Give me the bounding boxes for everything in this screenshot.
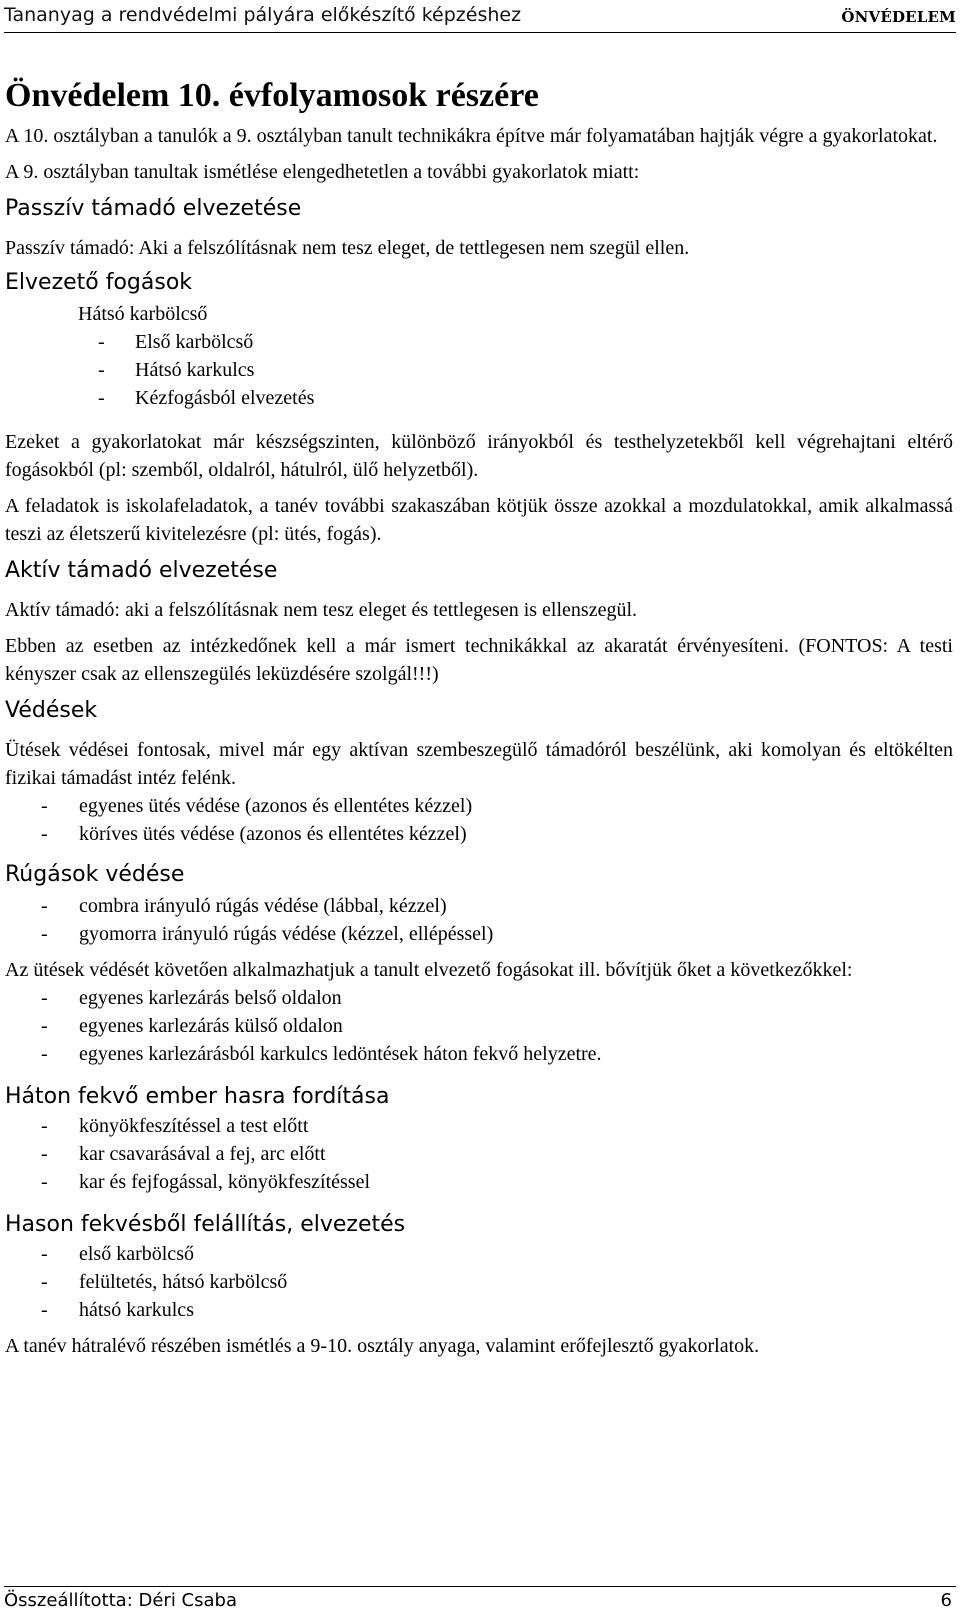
defense-items-list xyxy=(5,792,953,848)
page-footer xyxy=(4,1586,956,1611)
defense-paragraph: Ütések védései fontosak, mivel már egy aktívan szembeszegülő támadóról beszélünk, aki komolyan és eltökélten fizikai támadást intéz felénk. xyxy=(5,739,953,789)
passive-first-item: Hátsó karbölcső xyxy=(78,303,208,325)
kicks-items-list xyxy=(5,892,953,948)
passive-paragraph-2: A feladatok is iskolafeladatok, a tanév további szakaszában kötjük össze azokkal a mozdulatokkal, amik alkalmassá teszi az életszerű kivitelezésre (pl: ütés, fogás). xyxy=(5,495,953,545)
list-item: - felültetés, hátsó karbölcső xyxy=(41,1271,288,1293)
list-item: - kar csavarásával a fej, arc előtt xyxy=(41,1143,326,1165)
kicks-items2-list xyxy=(5,984,953,1068)
list-item: - könyökfeszítéssel a test előtt xyxy=(41,1115,309,1137)
header-right-text: ÖNVÉDELEM xyxy=(841,8,956,26)
list-item: - köríves ütés védése (azonos és ellentétes kézzel) xyxy=(41,823,467,845)
list-item: - kar és fejfogással, könyökfeszítéssel xyxy=(41,1171,371,1193)
intro-paragraph-1: A 10. osztályban a tanulók a 9. osztályban tanult technikákra építve már folyamatában hajtják végre a gyakorlatokat. xyxy=(5,125,938,147)
page-content xyxy=(5,76,953,1360)
kicks-paragraph: Az ütések védését követően alkalmazhatjuk a tanult elvezető fogásokat ill. bővítjük őket a következőkkel: xyxy=(5,959,853,981)
list-item: - egyenes karlezárás külső oldalon xyxy=(41,1015,343,1037)
page-title: Önvédelem 10. évfolyamosok részére xyxy=(5,77,539,114)
section-heading-defense: Védések xyxy=(5,698,98,723)
list-item: - első karbölcső xyxy=(41,1243,194,1265)
list-item: - egyenes karlezárásból karkulcs ledöntések háton fekvő helyzetre. xyxy=(41,1043,602,1065)
section-heading-turn: Háton fekvő ember hasra fordítása xyxy=(5,1084,390,1109)
list-item: - egyenes karlezárás belső oldalon xyxy=(41,987,342,1009)
list-item: - hátsó karkulcs xyxy=(41,1299,194,1321)
list-item: - combra irányuló rúgás védése (lábbal, kézzel) xyxy=(41,895,447,917)
passive-items-list xyxy=(5,328,953,412)
passive-paragraph-1: Ezeket a gyakorlatokat már készségszinten, különböző irányokból és testhelyzetekből kell végrehajtani eltérő fogásokból (pl: szemből, oldalról, hátulról, ülő helyzetből). xyxy=(5,431,953,481)
header-rule xyxy=(4,32,956,33)
section-heading-kicks: Rúgások védése xyxy=(5,862,185,887)
page-header xyxy=(4,4,956,30)
subheading-elvezeto: Elvezető fogások xyxy=(5,270,193,295)
active-definition: Aktív támadó: aki a felszólításnak nem tesz eleget és tettlegesen is ellenszegül. xyxy=(5,599,638,621)
intro-paragraph-2: A 9. osztályban tanultak ismétlése elengedhetetlen a további gyakorlatok miatt: xyxy=(5,161,640,183)
active-paragraph: Ebben az esetben az intézkedőnek kell a már ismert technikákkal az akaratát érvényesíteni. (FONTOS: A testi kényszer csak az ellenszegülés leküzdésére szolgál!!!) xyxy=(5,635,953,685)
list-item: - Hátsó karkulcs xyxy=(98,359,255,381)
list-item: - Kézfogásból elvezetés xyxy=(98,387,315,409)
header-left-text: Tananyag a rendvédelmi pályára előkészítő képzéshez xyxy=(4,4,522,26)
section-heading-active: Aktív támadó elvezetése xyxy=(5,558,278,583)
turn-items-list xyxy=(5,1112,953,1196)
list-item: - egyenes ütés védése (azonos és ellentétes kézzel) xyxy=(41,795,473,817)
list-item: - gyomorra irányuló rúgás védése (kézzel, ellépéssel) xyxy=(41,923,494,945)
page-number: 6 xyxy=(940,1590,952,1611)
list-item: - Első karbölcső xyxy=(98,331,254,353)
footer-rule xyxy=(4,1586,956,1587)
footer-author: Összeállította: Déri Csaba xyxy=(4,1590,237,1611)
standup-items-list xyxy=(5,1240,953,1324)
closing-paragraph: A tanév hátralévő részében ismétlés a 9-10. osztály anyaga, valamint erőfejlesztő gyakorlatok. xyxy=(5,1335,760,1357)
section-heading-passive: Passzív támadó elvezetése xyxy=(5,196,302,221)
passive-definition: Passzív támadó: Aki a felszólításnak nem tesz eleget, de tettlegesen nem szegül ellen. xyxy=(5,237,690,259)
section-heading-standup: Hason fekvésből felállítás, elvezetés xyxy=(5,1212,406,1237)
